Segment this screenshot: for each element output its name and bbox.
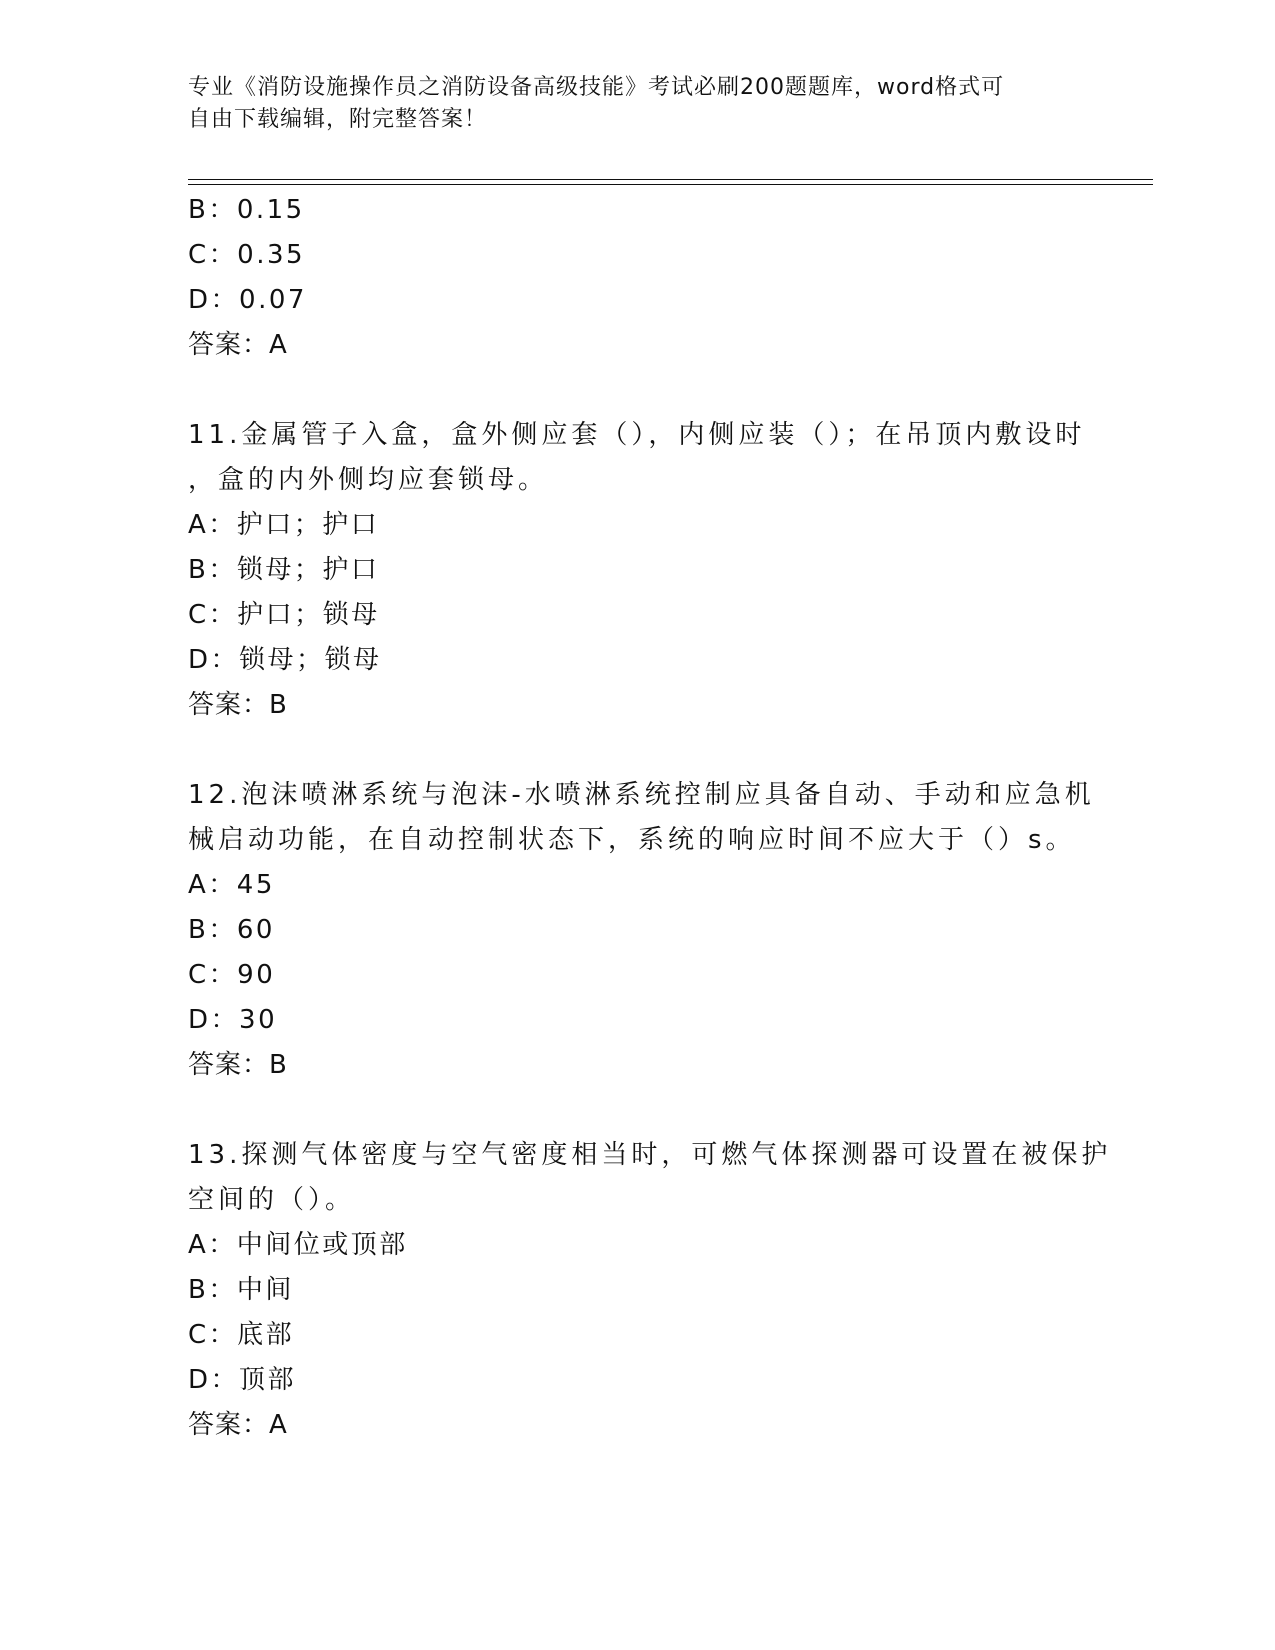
prev-option-d: D：0.07 <box>188 285 307 315</box>
header-divider-top <box>188 179 1153 180</box>
header-line-2: 自由下载编辑，附完整答案！ <box>188 107 488 132</box>
q11-option-c: C：护口；锁母 <box>188 600 380 630</box>
q11-text-line-2: ，盒的内外侧均应套锁母。 <box>188 465 549 495</box>
q11-answer: 答案：B <box>188 690 288 720</box>
header-line-1: 专业《消防设施操作员之消防设备高级技能》考试必刷200题题库，word格式可 <box>188 75 1005 100</box>
q11-option-a: A：护口；护口 <box>188 510 380 540</box>
q12-option-c: C：90 <box>188 960 276 990</box>
q11-option-b: B：锁母；护口 <box>188 555 380 585</box>
header-divider-bottom <box>188 184 1153 185</box>
document-header <box>188 72 1088 136</box>
q12-text-line-1: 12.泡沫喷淋系统与泡沫-水喷淋系统控制应具备自动、手动和应急机 <box>188 780 1095 810</box>
q13-text-line-2: 空间的（）。 <box>188 1185 356 1215</box>
q13-option-d: D：顶部 <box>188 1365 297 1395</box>
q12-option-a: A：45 <box>188 870 275 900</box>
q13-option-b: B：中间 <box>188 1275 294 1305</box>
q13-text-line-1: 13.探测气体密度与空气密度相当时，可燃气体探测器可设置在被保护 <box>188 1140 1112 1170</box>
q12-option-d: D：30 <box>188 1005 278 1035</box>
q12-option-b: B：60 <box>188 915 275 945</box>
q13-option-a: A：中间位或顶部 <box>188 1230 408 1260</box>
q12-answer: 答案：B <box>188 1050 288 1080</box>
prev-option-c: C：0.35 <box>188 240 306 270</box>
q12-text-line-2: 械启动功能，在自动控制状态下，系统的响应时间不应大于（）s。 <box>188 825 1076 855</box>
prev-option-b: B：0.15 <box>188 195 305 225</box>
prev-answer: 答案：A <box>188 330 288 360</box>
q13-answer: 答案：A <box>188 1410 288 1440</box>
q11-text-line-1: 11.金属管子入盒，盒外侧应套（），内侧应装（）；在吊顶内敷设时 <box>188 420 1086 450</box>
q13-option-c: C：底部 <box>188 1320 295 1350</box>
q11-option-d: D：锁母；锁母 <box>188 645 382 675</box>
